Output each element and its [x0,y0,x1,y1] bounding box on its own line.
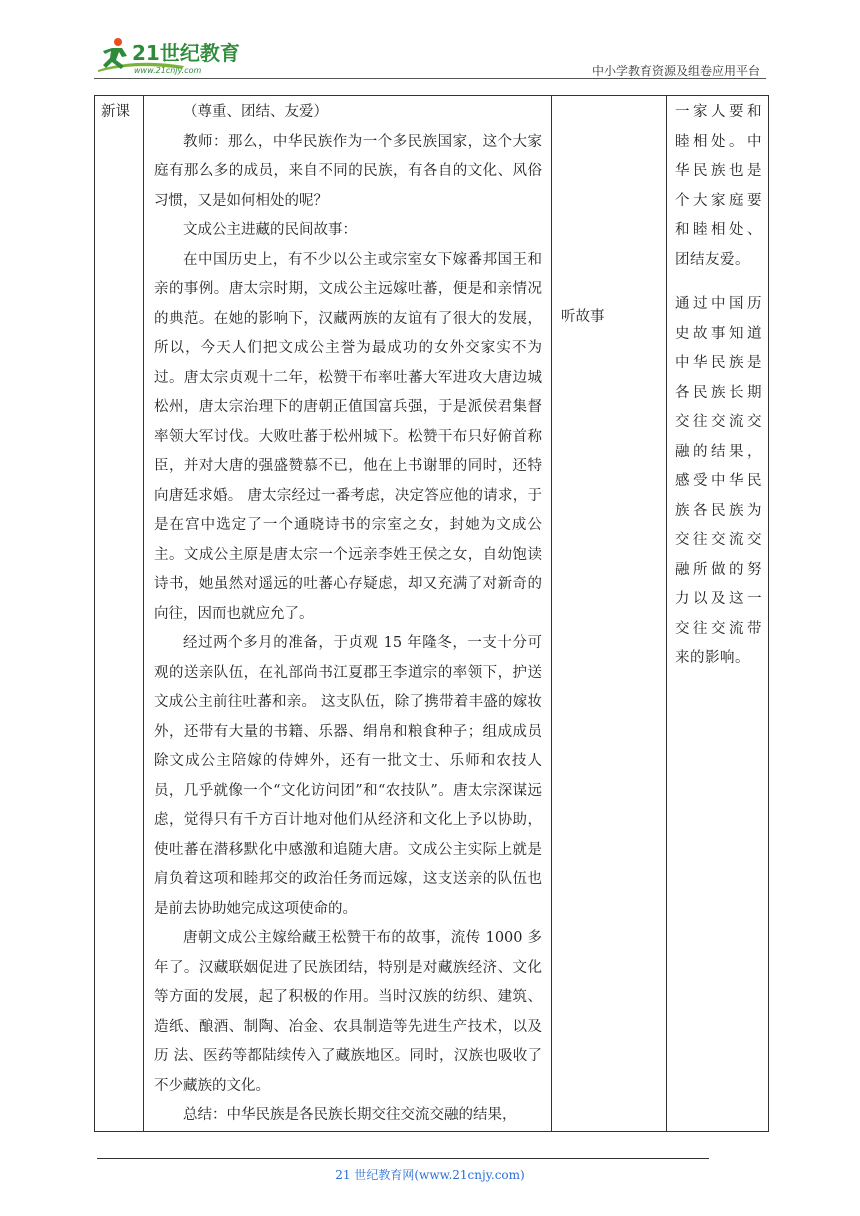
stage-label: 新课 [101,104,130,120]
table-row [95,96,769,1132]
content-paragraph: 唐朝文成公主嫁给藏王松赞干布的故事，流传 1000 多年了。汉藏联姻促进了民族团结，特别是对藏族经济、文化等方面的发展，起了积极的作用。当时汉族的纺织、建筑、造纸、酿酒、制陶、冶金、农具制造等先进生产技术，以及历 法、医药等都陆续传入了藏族地区。同时，汉族也吸收了不少藏族的文化。 [154,930,542,1094]
header-divider [94,78,766,79]
intent-text [667,96,768,674]
footer-divider [97,1158,709,1159]
content-paragraph: 经过两个多月的准备，于贞观 15 年隆冬，一支十分可观的送亲队伍，在礼部尚书江夏郡王李道宗的率领下，护送文成公主前往吐蕃和亲。 这支队伍，除了携带着丰盛的嫁妆外，还带有大量的书籍、乐器、绢帛和粮食种子；组成成员除文成公主陪嫁的侍婢外，还有一批文士、乐师和农技人员，几乎就像一个“文化访问团”和“农技队”。唐太宗深谋远虑，觉得只有千方百计地对他们从经济和文化上予以协助，使吐蕃在潜移默化中感激和追随大唐。文成公主实际上就是肩负着这项和睦邦交的政治任务而远嫁，这支送亲的队伍也是前去协助她完成这项使命的。 [154,635,542,917]
intent-paragraph: 一家人要和睦相处。中华民族也是个大家庭要和睦相处、团结友爱。 [675,104,762,268]
content-paragraph: （尊重、团结、友爱） [183,104,328,120]
footer-link[interactable]: 21 世纪教育网(www.21cnjy.com) [335,1168,525,1182]
stage-cell [95,96,144,1132]
runner-logo-icon [94,36,259,76]
page-header [94,30,766,80]
student-activity: 听故事 [561,309,605,325]
logo-text: 21世纪教育 [132,41,240,65]
content-text [144,96,551,1131]
content-paragraph: 文成公主进藏的民间故事： [183,222,357,238]
lesson-table [94,95,769,1132]
intent-cell [667,96,769,1132]
platform-name: 中小学教育资源及组卷应用平台 [591,64,760,78]
site-logo[interactable] [94,36,259,76]
logo-url: www.21cnjy.com [134,66,202,75]
intent-paragraph: 通过中国历史故事知道中华民族是各民族长期交往交流交融的结果，感受中华民族各民族为交往交流交融所做的努力以及这一交往交流带来的影响。 [675,296,762,666]
content-paragraph: 教师：那么，中华民族作为一个多民族国家，这个大家庭有那么多的成员，来自不同的民族，有各自的文化、风俗习惯，又是如何相处的呢？ [154,133,542,209]
content-paragraph: 总结：中华民族是各民族长期交往交流交融的结果， [183,1107,517,1123]
content-cell [144,96,552,1132]
content-paragraph: 在中国历史上，有不少以公主或宗室女下嫁番邦国王和亲的事例。唐太宗时期，文成公主远嫁吐蕃，便是和亲情况的典范。在她的影响下，汉藏两族的友谊有了很大的发展，所以，今天人们把文成公主誉为最成功的女外交家实不为过。唐太宗贞观十二年，松赞干布率吐蕃大军进攻大唐边城松州，唐太宗治理下的唐朝正值国富兵强，于是派侯君集督率领大军讨伐。大败吐蕃于松州城下。松赞干布只好俯首称臣，并对大唐的强盛赞慕不已，他在上书谢罪的同时，还特向唐廷求婚。 唐太宗经过一番考虑，决定答应他的请求，于是在宫中选定了一个通晓诗书的宗室之女，封她为文成公主。文成公主原是唐太宗一个远亲李姓王侯之女，自幼饱读诗书，她虽然对遥远的吐蕃心存疑虑，却又充满了对新奇的向往，因而也就应允了。 [154,251,542,622]
student-activity-cell [552,96,667,1132]
